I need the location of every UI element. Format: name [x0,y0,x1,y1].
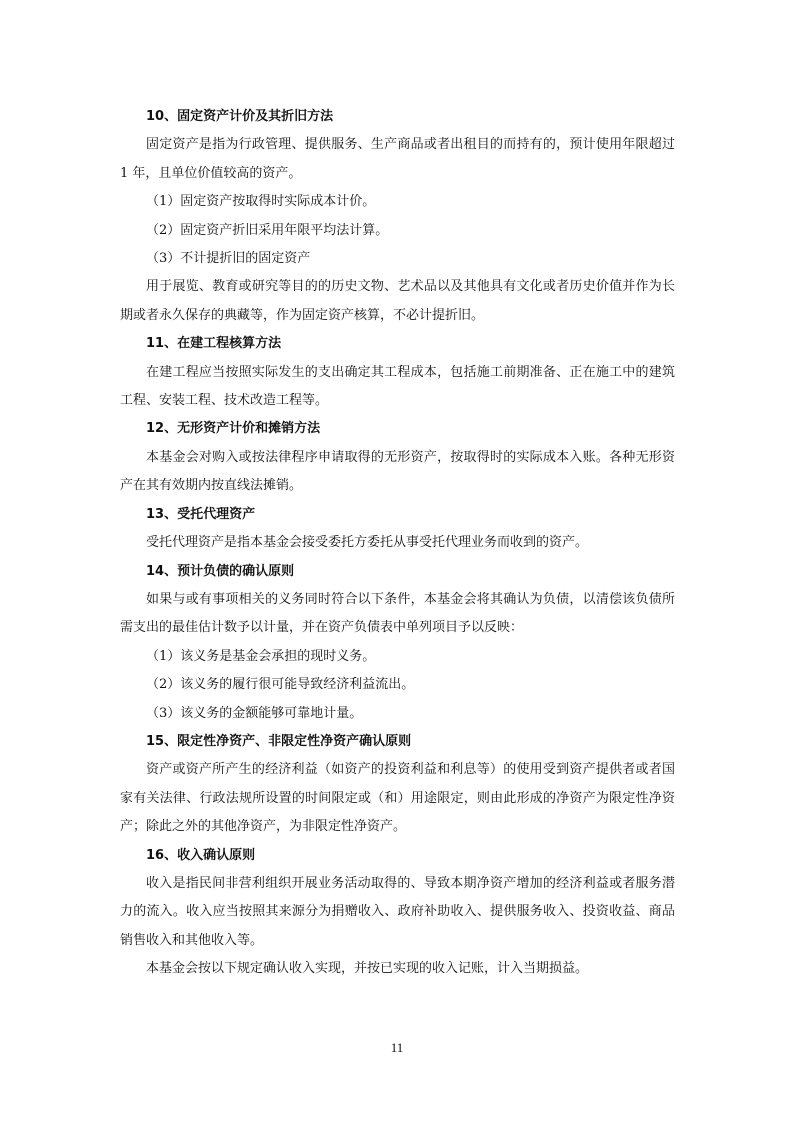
list-item: （1）固定资产按取得时实际成本计价。 [146,194,376,210]
paragraph: 本基金会按以下规定确认收入实现，并按已实现的收入记账，计入当期损益。 [146,961,589,977]
paragraph: 固定资产是指为行政管理、提供服务、生产商品或者出租目的而持有的，预计使用年限超过 1 年，且单位价值较高的资产。 [120,137,675,181]
paragraph: 收入是指民间非营利组织开展业务活动取得的、导致本期净资产增加的经济利益或者服务潜力的流入。收入应当按照其来源分为捐赠收入、政府补助收入、提供服务收入、投资收益、商品销售收入和其他收入等。 [120,875,675,948]
section-heading: 16、收入确认原则 [146,847,256,863]
paragraph: 受托代理资产是指本基金会接受委托方委托从事受托代理业务而收到的资产。 [146,535,589,551]
document-body [120,103,675,984]
paragraph: 在建工程应当按照实际发生的支出确定其工程成本，包括施工前期准备、正在施工中的建筑工程、安装工程、技术改造工程等。 [120,364,675,409]
page-number: 11 [390,1040,404,1055]
paragraph: 用于展览、教育或研究等目的的历史文物、艺术品以及其他具有文化或者历史价值并作为长期或者永久保存的典藏等，作为固定资产核算，不必计提折旧。 [120,279,675,323]
paragraph: 本基金会对购入或按法律程序申请取得的无形资产，按取得时的实际成本入账。各种无形资产在其有效期内按直线法摊销。 [120,449,675,494]
list-item: （1）该义务是基金会承担的现时义务。 [146,648,376,664]
list-item: （2）该义务的履行很可能导致经济利益流出。 [146,677,415,693]
paragraph: 如果与或有事项相关的义务同时符合以下条件，本基金会将其确认为负债，以清偿该负债所需支出的最佳估计数予以计量，并在资产负债表中单列项目予以反映： [120,591,675,636]
section-heading: 14、预计负债的确认原则 [146,563,295,579]
paragraph: 资产或资产所产生的经济利益（如资产的投资利益和利息等）的使用受到资产提供者或者国家有关法律、行政法规所设置的时间限定或（和）用途限定，则由此形成的净资产为限定性净资产；除此之外的其他净资产，为非限定性净资产。 [120,762,675,835]
section-heading: 13、受托代理资产 [146,506,256,522]
list-item: （3）不计提折旧的固定资产 [146,251,311,267]
section-heading: 15、限定性净资产、非限定性净资产确认原则 [146,733,412,749]
section-heading: 12、无形资产计价和摊销方法 [146,421,321,437]
section-heading: 11、在建工程核算方法 [146,336,282,352]
list-item: （3）该义务的金额能够可靠地计量。 [146,705,363,721]
section-heading: 10、固定资产计价及其折旧方法 [146,109,334,124]
list-item: （2）固定资产折旧采用年限平均法计算。 [146,222,389,238]
